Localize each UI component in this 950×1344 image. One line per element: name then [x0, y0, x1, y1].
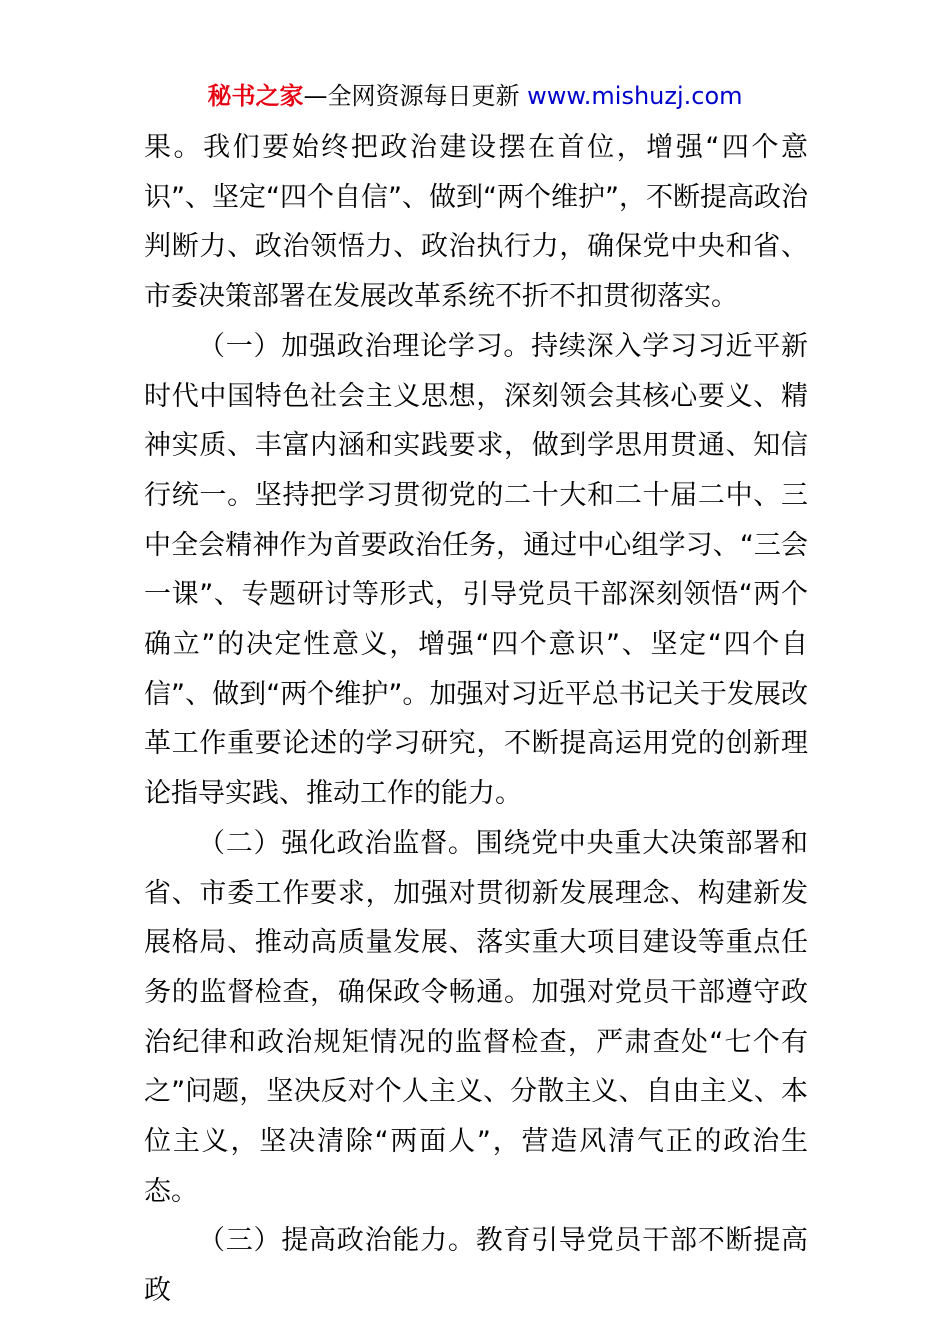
paragraph-section-3: （三）提高政治能力。教育引导党员干部不断提高政	[144, 1225, 808, 1307]
site-url: www.mishuzj.com	[527, 82, 743, 110]
site-brand: 秘书之家	[207, 82, 304, 110]
paragraph-continuation: 果。我们要始终把政治建设摆在首位，增强“四个意识”、坚定“四个自信”、做到“两个维护”，不断提高政治判断力、政治领悟力、政治执行力，确保党中央和省、市委决策部署在发展改革系统不折不扣贯彻落实。	[144, 132, 808, 313]
document-body	[144, 123, 808, 1316]
paragraph-section-2: （二）强化政治监督。围绕党中央重大决策部署和省、市委工作要求，加强对贯彻新发展理念、构建新发展格局、推动高质量发展、落实重大项目建设等重点任务的监督检查，确保政令畅通。加强对党员干部遵守政治纪律和政治规矩情况的监督检查，严肃查处“七个有之”问题，坚决反对个人主义、分散主义、自由主义、本位主义，坚决清除“两面人”，营造风清气正的政治生态。	[144, 827, 808, 1207]
paragraph-section-1: （一）加强政治理论学习。持续深入学习习近平新时代中国特色社会主义思想，深刻领会其核心要义、精神实质、丰富内涵和实践要求，做到学思用贯通、知信行统一。坚持把学习贯彻党的二十大和二十届二中、三中全会精神作为首要政治任务，通过中心组学习、“三会一课”、专题研讨等形式，引导党员干部深刻领悟“两个确立”的决定性意义，增强“四个意识”、坚定“四个自信”、做到“两个维护”。加强对习近平总书记关于发展改革工作重要论述的学习研究，不断提高运用党的创新理论指导实践、推动工作的能力。	[144, 330, 808, 810]
site-watermark-header	[0, 80, 950, 112]
site-slogan: —全网资源每日更新	[303, 82, 520, 110]
